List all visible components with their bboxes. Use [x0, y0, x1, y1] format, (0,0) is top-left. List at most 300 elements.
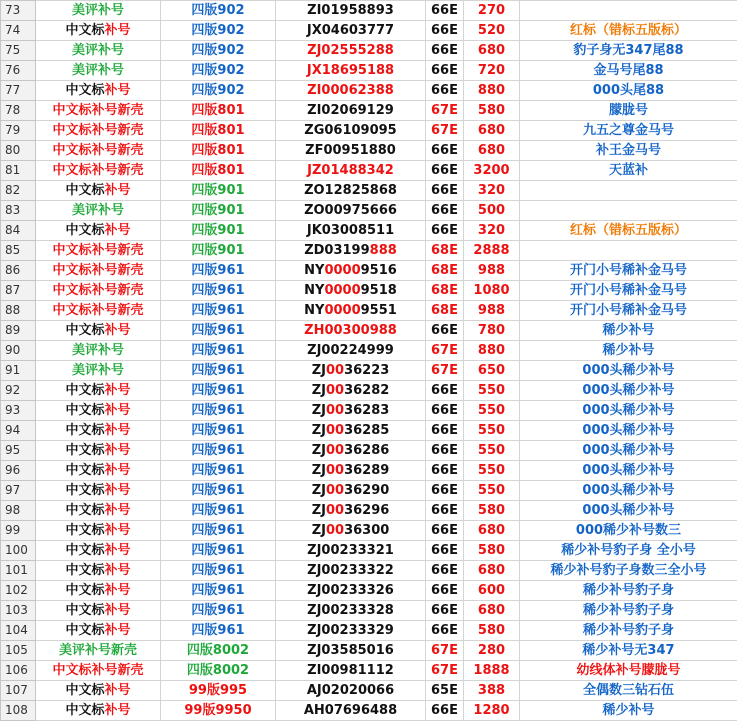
row-number[interactable]: 93 — [1, 401, 36, 421]
version-cell[interactable] — [161, 41, 276, 61]
price-cell[interactable] — [464, 441, 520, 461]
cell-text: 000头稀少补号 — [582, 363, 675, 378]
serial-number-cell[interactable] — [276, 641, 426, 661]
type-cell[interactable] — [36, 301, 161, 321]
version-cell[interactable] — [161, 501, 276, 521]
serial-number-cell[interactable] — [276, 121, 426, 141]
row-number[interactable]: 105 — [1, 641, 36, 661]
note-cell[interactable] — [520, 541, 737, 561]
cell-text: 680 — [477, 523, 506, 538]
note-cell[interactable] — [520, 421, 737, 441]
type-cell[interactable] — [36, 381, 161, 401]
version-cell[interactable] — [161, 561, 276, 581]
version-cell[interactable] — [161, 381, 276, 401]
row-number[interactable]: 98 — [1, 501, 36, 521]
version-cell[interactable] — [161, 641, 276, 661]
cell-text: 36289 — [344, 463, 390, 478]
serial-number-cell[interactable] — [276, 621, 426, 641]
code-cell[interactable] — [426, 621, 464, 641]
type-cell[interactable] — [36, 481, 161, 501]
row-number[interactable]: 78 — [1, 101, 36, 121]
row-number[interactable]: 76 — [1, 61, 36, 81]
serial-number-cell[interactable] — [276, 181, 426, 201]
price-cell[interactable] — [464, 241, 520, 261]
note-cell[interactable] — [520, 341, 737, 361]
serial-number-cell[interactable] — [276, 601, 426, 621]
code-cell[interactable] — [426, 481, 464, 501]
note-cell[interactable] — [520, 501, 737, 521]
code-cell[interactable] — [426, 421, 464, 441]
type-cell[interactable] — [36, 141, 161, 161]
note-cell[interactable] — [520, 481, 737, 501]
price-cell[interactable] — [464, 101, 520, 121]
row-number[interactable]: 101 — [1, 561, 36, 581]
price-cell[interactable] — [464, 281, 520, 301]
serial-number-cell[interactable] — [276, 541, 426, 561]
row-number[interactable]: 80 — [1, 141, 36, 161]
code-cell[interactable] — [426, 701, 464, 721]
version-cell[interactable] — [161, 401, 276, 421]
row-number[interactable]: 97 — [1, 481, 36, 501]
type-cell[interactable] — [36, 201, 161, 221]
serial-number-cell[interactable] — [276, 321, 426, 341]
row-number[interactable]: 77 — [1, 81, 36, 101]
price-cell[interactable] — [464, 221, 520, 241]
price-cell[interactable] — [464, 421, 520, 441]
table-row — [1, 541, 737, 561]
cell-text: 580 — [477, 543, 506, 558]
price-cell[interactable] — [464, 581, 520, 601]
cell-text: 66E — [431, 563, 458, 578]
row-number[interactable]: 108 — [1, 701, 36, 721]
note-cell[interactable] — [520, 621, 737, 641]
code-cell[interactable] — [426, 661, 464, 681]
cell-text: 四版961 — [191, 283, 245, 298]
version-cell[interactable] — [161, 701, 276, 721]
price-cell[interactable] — [464, 621, 520, 641]
price-cell[interactable] — [464, 641, 520, 661]
code-cell[interactable] — [426, 521, 464, 541]
serial-number-cell[interactable] — [276, 221, 426, 241]
row-number[interactable]: 83 — [1, 201, 36, 221]
serial-number-cell[interactable] — [276, 401, 426, 421]
code-cell[interactable] — [426, 541, 464, 561]
price-cell[interactable] — [464, 1, 520, 21]
type-cell[interactable] — [36, 501, 161, 521]
note-cell[interactable] — [520, 61, 737, 81]
cell-text: 680 — [477, 123, 506, 138]
serial-number-cell[interactable] — [276, 661, 426, 681]
note-cell[interactable] — [520, 141, 737, 161]
cell-text: 补号 — [104, 683, 131, 698]
version-cell[interactable] — [161, 521, 276, 541]
code-cell[interactable] — [426, 121, 464, 141]
price-cell[interactable] — [464, 61, 520, 81]
note-cell[interactable] — [520, 161, 737, 181]
row-number[interactable]: 75 — [1, 41, 36, 61]
serial-number-cell[interactable] — [276, 161, 426, 181]
price-cell[interactable] — [464, 341, 520, 361]
serial-number-cell[interactable] — [276, 281, 426, 301]
serial-number-cell[interactable] — [276, 261, 426, 281]
price-cell[interactable] — [464, 541, 520, 561]
cell-text: 66E — [431, 543, 458, 558]
serial-number-cell[interactable] — [276, 501, 426, 521]
code-cell[interactable] — [426, 1, 464, 21]
type-cell[interactable] — [36, 401, 161, 421]
version-cell[interactable] — [161, 661, 276, 681]
type-cell[interactable] — [36, 661, 161, 681]
type-cell[interactable] — [36, 541, 161, 561]
code-cell[interactable] — [426, 581, 464, 601]
serial-number-cell[interactable] — [276, 461, 426, 481]
cell-text: 650 — [477, 363, 506, 378]
code-cell[interactable] — [426, 501, 464, 521]
code-cell[interactable] — [426, 201, 464, 221]
note-cell[interactable] — [520, 441, 737, 461]
note-cell[interactable] — [520, 641, 737, 661]
type-cell[interactable] — [36, 121, 161, 141]
type-cell[interactable] — [36, 41, 161, 61]
cell-text: 补号 — [104, 563, 131, 578]
note-cell[interactable] — [520, 361, 737, 381]
row-number[interactable]: 89 — [1, 321, 36, 341]
type-cell[interactable] — [36, 181, 161, 201]
price-cell[interactable] — [464, 701, 520, 721]
type-cell[interactable] — [36, 461, 161, 481]
version-cell[interactable] — [161, 541, 276, 561]
price-cell[interactable] — [464, 501, 520, 521]
note-cell[interactable] — [520, 401, 737, 421]
note-cell[interactable] — [520, 601, 737, 621]
cell-text: 四版961 — [191, 443, 245, 458]
cell-text: 中文标补号新壳 — [52, 303, 144, 318]
code-cell[interactable] — [426, 341, 464, 361]
note-cell[interactable] — [520, 281, 737, 301]
table-row — [1, 241, 737, 261]
code-cell[interactable] — [426, 401, 464, 421]
serial-number-cell[interactable] — [276, 21, 426, 41]
code-cell[interactable] — [426, 261, 464, 281]
serial-number-cell[interactable] — [276, 301, 426, 321]
note-cell[interactable] — [520, 81, 737, 101]
row-number[interactable]: 88 — [1, 301, 36, 321]
type-cell[interactable] — [36, 221, 161, 241]
price-cell[interactable] — [464, 41, 520, 61]
type-cell[interactable] — [36, 561, 161, 581]
row-number[interactable]: 102 — [1, 581, 36, 601]
row-number[interactable]: 87 — [1, 281, 36, 301]
version-cell[interactable] — [161, 121, 276, 141]
version-cell[interactable] — [161, 61, 276, 81]
serial-number-cell[interactable] — [276, 41, 426, 61]
serial-number-cell[interactable] — [276, 241, 426, 261]
cell-text: 补号 — [104, 463, 131, 478]
note-cell[interactable] — [520, 381, 737, 401]
row-number[interactable]: 81 — [1, 161, 36, 181]
price-cell[interactable] — [464, 461, 520, 481]
version-cell[interactable] — [161, 21, 276, 41]
serial-number-cell[interactable] — [276, 1, 426, 21]
price-cell[interactable] — [464, 601, 520, 621]
version-cell[interactable] — [161, 101, 276, 121]
type-cell[interactable] — [36, 681, 161, 701]
cell-text: JK03008511 — [306, 223, 395, 238]
type-cell[interactable] — [36, 1, 161, 21]
serial-number-cell[interactable] — [276, 521, 426, 541]
version-cell[interactable] — [161, 81, 276, 101]
price-cell[interactable] — [464, 521, 520, 541]
code-cell[interactable] — [426, 361, 464, 381]
cell-text: 全偶数三钻石伍 — [582, 683, 674, 698]
code-cell[interactable] — [426, 681, 464, 701]
note-cell[interactable] — [520, 321, 737, 341]
code-cell[interactable] — [426, 301, 464, 321]
note-cell[interactable] — [520, 561, 737, 581]
price-cell[interactable] — [464, 301, 520, 321]
version-cell[interactable] — [161, 681, 276, 701]
code-cell[interactable] — [426, 381, 464, 401]
cell-text: 稀少补号豹子身 — [582, 623, 674, 638]
price-cell[interactable] — [464, 401, 520, 421]
type-cell[interactable] — [36, 321, 161, 341]
cell-text: 36286 — [344, 443, 390, 458]
type-cell[interactable] — [36, 21, 161, 41]
price-cell[interactable] — [464, 21, 520, 41]
row-number[interactable]: 90 — [1, 341, 36, 361]
version-cell[interactable] — [161, 1, 276, 21]
price-cell[interactable] — [464, 681, 520, 701]
note-cell[interactable] — [520, 521, 737, 541]
serial-number-cell[interactable] — [276, 381, 426, 401]
cell-text: 67E — [431, 123, 458, 138]
cell-text: 中文标 — [65, 423, 105, 438]
version-cell[interactable] — [161, 261, 276, 281]
cell-text: 1888 — [473, 663, 510, 678]
serial-number-cell[interactable] — [276, 421, 426, 441]
cell-text: 680 — [477, 143, 506, 158]
code-cell[interactable] — [426, 61, 464, 81]
version-cell[interactable] — [161, 361, 276, 381]
version-cell[interactable] — [161, 201, 276, 221]
cell-text: 66E — [431, 403, 458, 418]
version-cell[interactable] — [161, 161, 276, 181]
row-number[interactable]: 96 — [1, 461, 36, 481]
row-number[interactable]: 73 — [1, 1, 36, 21]
row-number[interactable]: 103 — [1, 601, 36, 621]
note-cell[interactable] — [520, 101, 737, 121]
type-cell[interactable] — [36, 341, 161, 361]
price-cell[interactable] — [464, 181, 520, 201]
serial-number-cell[interactable] — [276, 81, 426, 101]
row-number[interactable]: 82 — [1, 181, 36, 201]
type-cell[interactable] — [36, 621, 161, 641]
type-cell[interactable] — [36, 701, 161, 721]
price-cell[interactable] — [464, 261, 520, 281]
cell-text: 680 — [477, 563, 506, 578]
type-cell[interactable] — [36, 521, 161, 541]
note-cell[interactable] — [520, 201, 737, 221]
row-number[interactable]: 100 — [1, 541, 36, 561]
price-cell[interactable] — [464, 141, 520, 161]
code-cell[interactable] — [426, 561, 464, 581]
type-cell[interactable] — [36, 361, 161, 381]
price-cell[interactable] — [464, 381, 520, 401]
type-cell[interactable] — [36, 281, 161, 301]
note-cell[interactable] — [520, 121, 737, 141]
cell-text: 补号 — [104, 383, 131, 398]
version-cell[interactable] — [161, 601, 276, 621]
code-cell[interactable] — [426, 81, 464, 101]
version-cell[interactable] — [161, 301, 276, 321]
type-cell[interactable] — [36, 81, 161, 101]
note-cell[interactable] — [520, 301, 737, 321]
row-number[interactable]: 92 — [1, 381, 36, 401]
code-cell[interactable] — [426, 461, 464, 481]
cell-text: 四版801 — [191, 143, 245, 158]
cell-text: 00 — [325, 423, 345, 438]
price-cell[interactable] — [464, 81, 520, 101]
type-cell[interactable] — [36, 161, 161, 181]
serial-number-cell[interactable] — [276, 701, 426, 721]
note-cell[interactable] — [520, 581, 737, 601]
note-cell[interactable] — [520, 261, 737, 281]
row-number[interactable]: 106 — [1, 661, 36, 681]
serial-number-cell[interactable] — [276, 141, 426, 161]
code-cell[interactable] — [426, 281, 464, 301]
type-cell[interactable] — [36, 241, 161, 261]
row-number[interactable]: 74 — [1, 21, 36, 41]
serial-number-cell[interactable] — [276, 201, 426, 221]
cell-text: ZJ03585016 — [307, 643, 394, 658]
serial-number-cell[interactable] — [276, 441, 426, 461]
version-cell[interactable] — [161, 621, 276, 641]
code-cell[interactable] — [426, 101, 464, 121]
code-cell[interactable] — [426, 321, 464, 341]
row-number[interactable]: 86 — [1, 261, 36, 281]
table-row — [1, 641, 737, 661]
type-cell[interactable] — [36, 601, 161, 621]
note-cell[interactable] — [520, 661, 737, 681]
note-cell[interactable] — [520, 21, 737, 41]
price-cell[interactable] — [464, 481, 520, 501]
version-cell[interactable] — [161, 321, 276, 341]
type-cell[interactable] — [36, 61, 161, 81]
cell-text: ZF00951880 — [305, 143, 396, 158]
type-cell[interactable] — [36, 641, 161, 661]
price-cell[interactable] — [464, 201, 520, 221]
code-cell[interactable] — [426, 441, 464, 461]
serial-number-cell[interactable] — [276, 361, 426, 381]
version-cell[interactable] — [161, 181, 276, 201]
cell-text: 320 — [477, 183, 506, 198]
row-number[interactable]: 107 — [1, 681, 36, 701]
version-cell[interactable] — [161, 281, 276, 301]
price-cell[interactable] — [464, 161, 520, 181]
version-cell[interactable] — [161, 341, 276, 361]
table-row — [1, 381, 737, 401]
table-row — [1, 401, 737, 421]
serial-number-cell[interactable] — [276, 61, 426, 81]
note-cell[interactable] — [520, 1, 737, 21]
version-cell[interactable] — [161, 581, 276, 601]
cell-text: 550 — [477, 403, 506, 418]
row-number[interactable]: 95 — [1, 441, 36, 461]
note-cell[interactable] — [520, 701, 737, 721]
type-cell[interactable] — [36, 261, 161, 281]
price-cell[interactable] — [464, 661, 520, 681]
price-cell[interactable] — [464, 561, 520, 581]
cell-text: 四版901 — [191, 203, 245, 218]
note-cell[interactable] — [520, 41, 737, 61]
price-cell[interactable] — [464, 361, 520, 381]
cell-text: 00 — [325, 503, 345, 518]
code-cell[interactable] — [426, 221, 464, 241]
price-cell[interactable] — [464, 121, 520, 141]
cell-text: 988 — [477, 263, 506, 278]
cell-text: 四版901 — [191, 243, 245, 258]
cell-text: 中文标 — [65, 183, 105, 198]
version-cell[interactable] — [161, 241, 276, 261]
note-cell[interactable] — [520, 181, 737, 201]
serial-number-cell[interactable] — [276, 681, 426, 701]
code-cell[interactable] — [426, 641, 464, 661]
cell-text: ZI02069129 — [307, 103, 394, 118]
code-cell[interactable] — [426, 141, 464, 161]
note-cell[interactable] — [520, 241, 737, 261]
type-cell[interactable] — [36, 101, 161, 121]
type-cell[interactable] — [36, 421, 161, 441]
note-cell[interactable] — [520, 461, 737, 481]
cell-text: 四版801 — [191, 103, 245, 118]
type-cell[interactable] — [36, 581, 161, 601]
serial-number-cell[interactable] — [276, 101, 426, 121]
row-number[interactable]: 79 — [1, 121, 36, 141]
version-cell[interactable] — [161, 421, 276, 441]
code-cell[interactable] — [426, 161, 464, 181]
price-cell[interactable] — [464, 321, 520, 341]
serial-number-cell[interactable] — [276, 561, 426, 581]
code-cell[interactable] — [426, 21, 464, 41]
version-cell[interactable] — [161, 461, 276, 481]
note-cell[interactable] — [520, 221, 737, 241]
code-cell[interactable] — [426, 601, 464, 621]
serial-number-cell[interactable] — [276, 581, 426, 601]
row-number[interactable]: 85 — [1, 241, 36, 261]
cell-text: 四版961 — [191, 423, 245, 438]
cell-text: 66E — [431, 143, 458, 158]
cell-text: ZJ — [311, 503, 326, 518]
row-number[interactable]: 91 — [1, 361, 36, 381]
version-cell[interactable] — [161, 441, 276, 461]
cell-text: 四版961 — [191, 323, 245, 338]
row-number[interactable]: 99 — [1, 521, 36, 541]
version-cell[interactable] — [161, 481, 276, 501]
code-cell[interactable] — [426, 241, 464, 261]
serial-number-cell[interactable] — [276, 341, 426, 361]
row-number[interactable]: 104 — [1, 621, 36, 641]
row-number[interactable]: 84 — [1, 221, 36, 241]
version-cell[interactable] — [161, 221, 276, 241]
serial-number-cell[interactable] — [276, 481, 426, 501]
version-cell[interactable] — [161, 141, 276, 161]
code-cell[interactable] — [426, 41, 464, 61]
row-number[interactable]: 94 — [1, 421, 36, 441]
type-cell[interactable] — [36, 441, 161, 461]
note-cell[interactable] — [520, 681, 737, 701]
code-cell[interactable] — [426, 181, 464, 201]
cell-text: 9518 — [360, 283, 397, 298]
